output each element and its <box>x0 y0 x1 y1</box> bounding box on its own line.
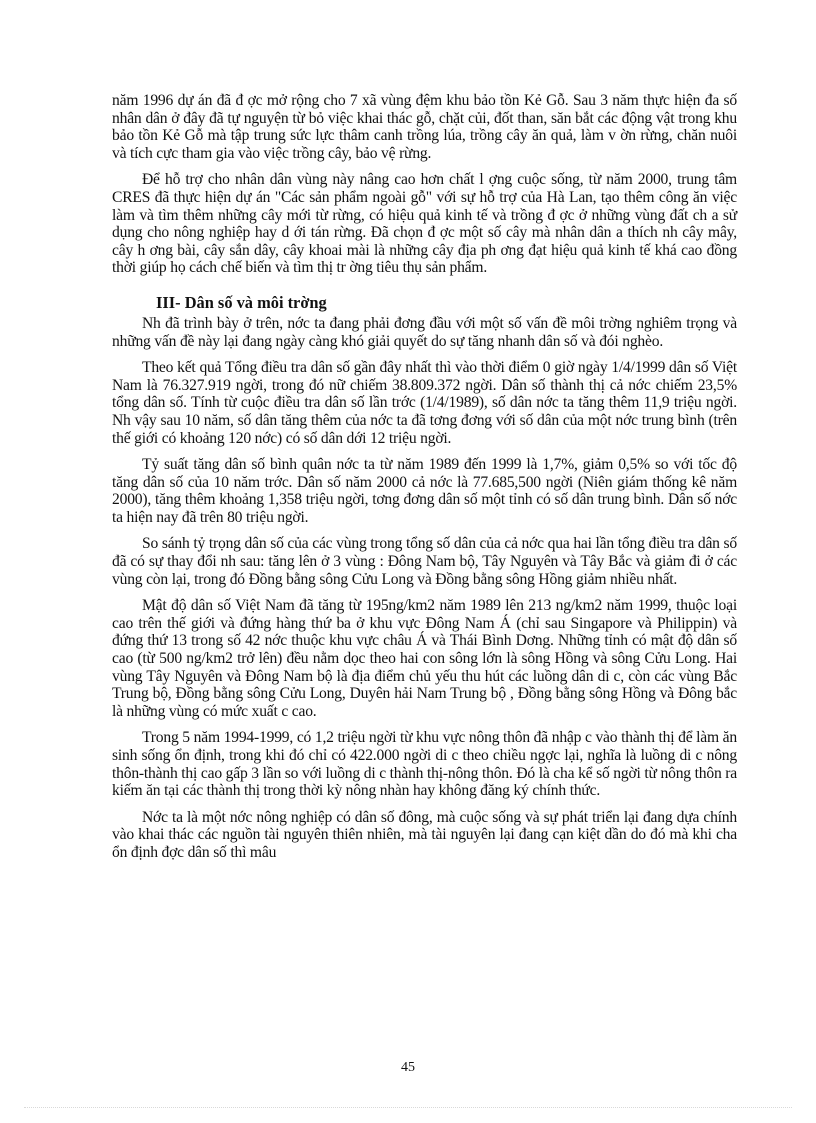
section-heading: III- Dân số và môi trờng <box>156 292 327 312</box>
paragraph-environment-intro: Nh đã trình bày ở trên, nớc ta đang phải đơng đầu với một số vấn đề môi trờng nghiêm trọng và những vấn đề này lại đang ngày càng khó giải quyết do sự tăng nhanh dân số và đói nghèo. <box>112 314 737 350</box>
paragraph-cres-project: Để hỗ trợ cho nhân dân vùng này nâng cao hơn chất l ợng cuộc sống, từ năm 2000, trung tâm CRES đã thực hiện dự án "Các sản phẩm ngoài gỗ" với sự hỗ trợ của Hà Lan, tạo thêm công ăn việc làm và tìm thêm những cây mới từ rừng, có hiệu quả kinh tế và trồng đ ợc ở những vùng đất ch a sử dụng cho nông nghiệp hay d ới tán rừng. Đã chọn đ ợc một số cây mà nhân dân a thích nh cây mây, cây h ơng bài, cây sắn dây, cây khoai mài là những cây địa ph ơng đạt hiệu quả kinh tế khá cao đồng thời giúp họ cách chế biến và tìm thị tr ờng tiêu thụ sản phẩm. <box>112 171 737 277</box>
paragraph-project-continuation: năm 1996 dự án đã đ ợc mở rộng cho 7 xã vùng đệm khu bảo tồn Kẻ Gỗ. Sau 3 năm thực hiện đa số nhân dân ở đây đã tự nguyện từ bỏ việc khai thác gỗ, chặt củi, đốt than, săn bắt các động vật trong khu bảo tồn Kẻ Gỗ mà tập trung sức lực thâm canh trồng lúa, trồng cây ăn quả, làm v ờn rừng, chăn nuôi và tích cực tham gia vào việc trồng cây, bảo vệ rừng. <box>112 92 737 162</box>
footer-divider <box>24 1107 792 1108</box>
paragraph-census-results: Theo kết quả Tổng điều tra dân số gần đây nhất thì vào thời điểm 0 giờ ngày 1/4/1999 dân số Việt Nam là 76.327.919 ngời, trong đó nữ chiếm 38.809.372 ngời. Dân số thành thị cả nớc chiếm 23,5% tổng dân số. Tính từ cuộc điều tra dân số lần trớc (1/4/1989), số dân nớc ta tăng thêm 11,9 triệu ngời. Nh vậy sau 10 năm, số dân tăng thêm của nớc ta đã tơng đơng với số dân của một nớc trung bình (trên thế giới có khoảng 120 nớc) có số dân dới 12 triệu ngời. <box>112 359 737 447</box>
paragraph-migration: Trong 5 năm 1994-1999, có 1,2 triệu ngời từ khu vực nông thôn đã nhập c vào thành thị để làm ăn sinh sống ổn định, trong khi đó chỉ có 422.000 ngời di c theo chiều ngợc lại, nghĩa là luồng di c nông thôn-thành thị cao gấp 3 lần so với luồng di c thành thị-nông thôn. Đó là cha kể số ngời từ nông thôn ra kiếm ăn tại các thành thị trong thời kỳ nông nhàn hay không đăng ký chính thức. <box>112 729 737 800</box>
paragraph-population-density: Mật độ dân số Việt Nam đã tăng từ 195ng/km2 năm 1989 lên 213 ng/km2 năm 1999, thuộc loại cao trên thế giới và đứng hàng thứ ba ở khu vực Đông Nam Á (chỉ sau Singapore và Philippin) và đứng thứ 13 trong số 42 nớc thuộc khu vực châu Á và Thái Bình Dơng. Những tỉnh có mật độ dân số cao (từ 500 ng/km2 trở lên) đều nằm dọc theo hai con sông lớn là sông Hồng và sông Cửu Long. Hai vùng Tây Nguyên và Đông Nam bộ là địa điểm chủ yếu thu hút các luồng dân di c, còn các vùng Bắc Trung bộ, Đồng bằng sông Cửu Long, Duyên hải Nam Trung bộ , Đồng bằng sông Hồng và Đông bắc là những vùng có mức xuất c cao. <box>112 597 737 720</box>
page-number: 45 <box>401 1060 415 1075</box>
paragraph-regional-share: So sánh tỷ trọng dân số của các vùng trong tổng số dân của cả nớc qua hai lần tổng điều tra dân số đã có sự thay đổi nh sau: tăng lên ở 3 vùng : Đông Nam bộ, Tây Nguyên và Tây Bắc và giảm đi ở các vùng còn lại, trong đó Đồng bằng sông Cửu Long và Đồng bằng sông Hồng giảm nhiều nhất. <box>112 535 737 588</box>
paragraph-resources: Nớc ta là một nớc nông nghiệp có dân số đông, mà cuộc sống và sự phát triển lại đang dựa chính vào khai thác các nguồn tài nguyên thiên nhiên, mà tài nguyên lại đang cạn kiệt dần do đó mà khi cha ổn định đợc dân số thì mâu <box>112 808 737 861</box>
paragraph-growth-rate: Tỷ suất tăng dân số bình quân nớc ta từ năm 1989 đến 1999 là 1,7%, giảm 0,5% so với tốc độ tăng dân số của 10 năm trớc. Dân số năm 2000 cả nớc là 77.685,500 ngời (Niên giám thống kê năm 2000), tăng thêm khoảng 1,358 triệu ngời, tơng đơng dân số một tỉnh có số dân trung bình. Dân số nớc ta hiện nay đã trên 80 triệu ngời. <box>112 456 737 526</box>
document-page <box>112 92 737 871</box>
